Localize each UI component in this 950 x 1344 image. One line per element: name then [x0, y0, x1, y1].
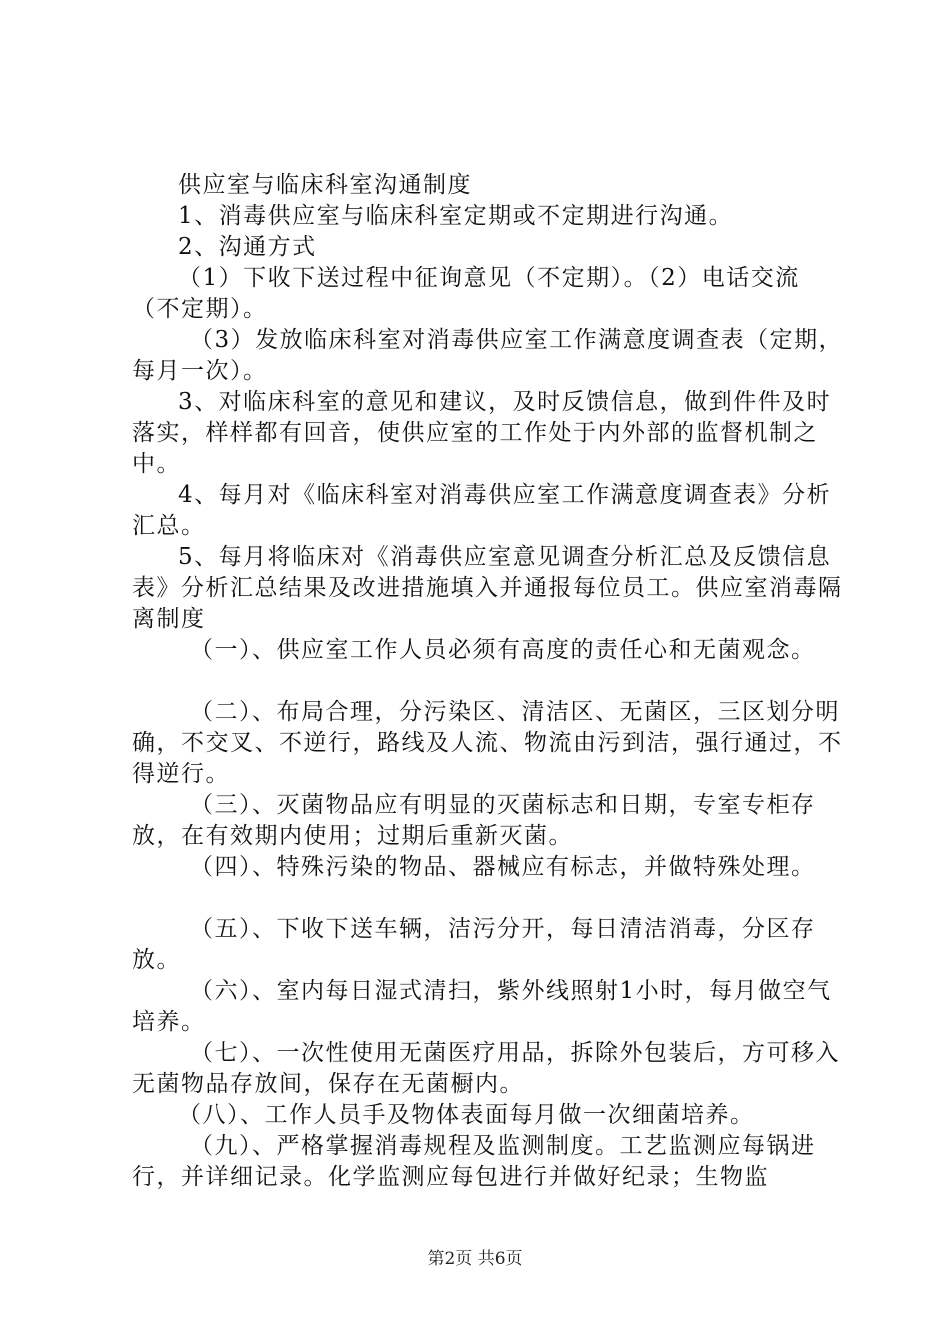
paragraph: （五）、下收下送车辆，洁污分开，每日清洁消毒，分区存放。: [132, 916, 816, 973]
document-body: [132, 170, 847, 1193]
paragraph: （九）、严格掌握消毒规程及监测制度。工艺监测应每锅进行，并详细记录。化学监测应每包进行并做好纪录；生物监: [132, 1133, 816, 1190]
paragraph: （八）、工作人员手及物体表面每月做一次细菌培养。: [178, 1102, 755, 1128]
paragraph: 1、消毒供应室与临床科室定期或不定期进行沟通。: [178, 203, 734, 229]
paragraph: 2、沟通方式: [178, 234, 317, 260]
document-title: 供应室与临床科室沟通制度: [178, 172, 472, 198]
paragraph: （七）、一次性使用无菌医疗用品，拆除外包装后，方可移入无菌物品存放间，保存在无菌橱内。: [132, 1040, 840, 1097]
paragraph: （3）发放临床科室对消毒供应室工作满意度调查表（定期，每月一次）。: [132, 327, 844, 384]
paragraph: 5、每月将临床对《消毒供应室意见调查分析汇总及反馈信息表》分析汇总结果及改进措施填入并通报每位员工。供应室消毒隔离制度: [132, 544, 843, 632]
paragraph: （一）、供应室工作人员必须有高度的责任心和无菌观念。: [190, 637, 816, 663]
paragraph: （1）下收下送过程中征询意见（不定期）。（2）电话交流（不定期）。: [132, 265, 800, 322]
paragraph: 3、对临床科室的意见和建议，及时反馈信息，做到件件及时落实，样样都有回音，使供应室的工作处于内外部的监督机制之中。: [132, 389, 832, 477]
paragraph: 4、每月对《临床科室对消毒供应室工作满意度调查表》分析汇总。: [132, 482, 832, 539]
paragraph: （三）、灭菌物品应有明显的灭菌标志和日期，专室专柜存放，在有效期内使用；过期后重新灭菌。: [132, 792, 816, 849]
paragraph: （六）、室内每日湿式清扫，紫外线照射1小时，每月做空气培养。: [132, 978, 832, 1035]
page-footer: 第2页 共6页: [427, 1249, 523, 1269]
paragraph: （四）、特殊污染的物品、器械应有标志，并做特殊处理。: [190, 854, 816, 880]
paragraph: （二）、布局合理，分污染区、清洁区、无菌区，三区划分明确，不交叉、不逆行，路线及人流、物流由污到洁，强行通过，不得逆行。: [132, 699, 843, 787]
